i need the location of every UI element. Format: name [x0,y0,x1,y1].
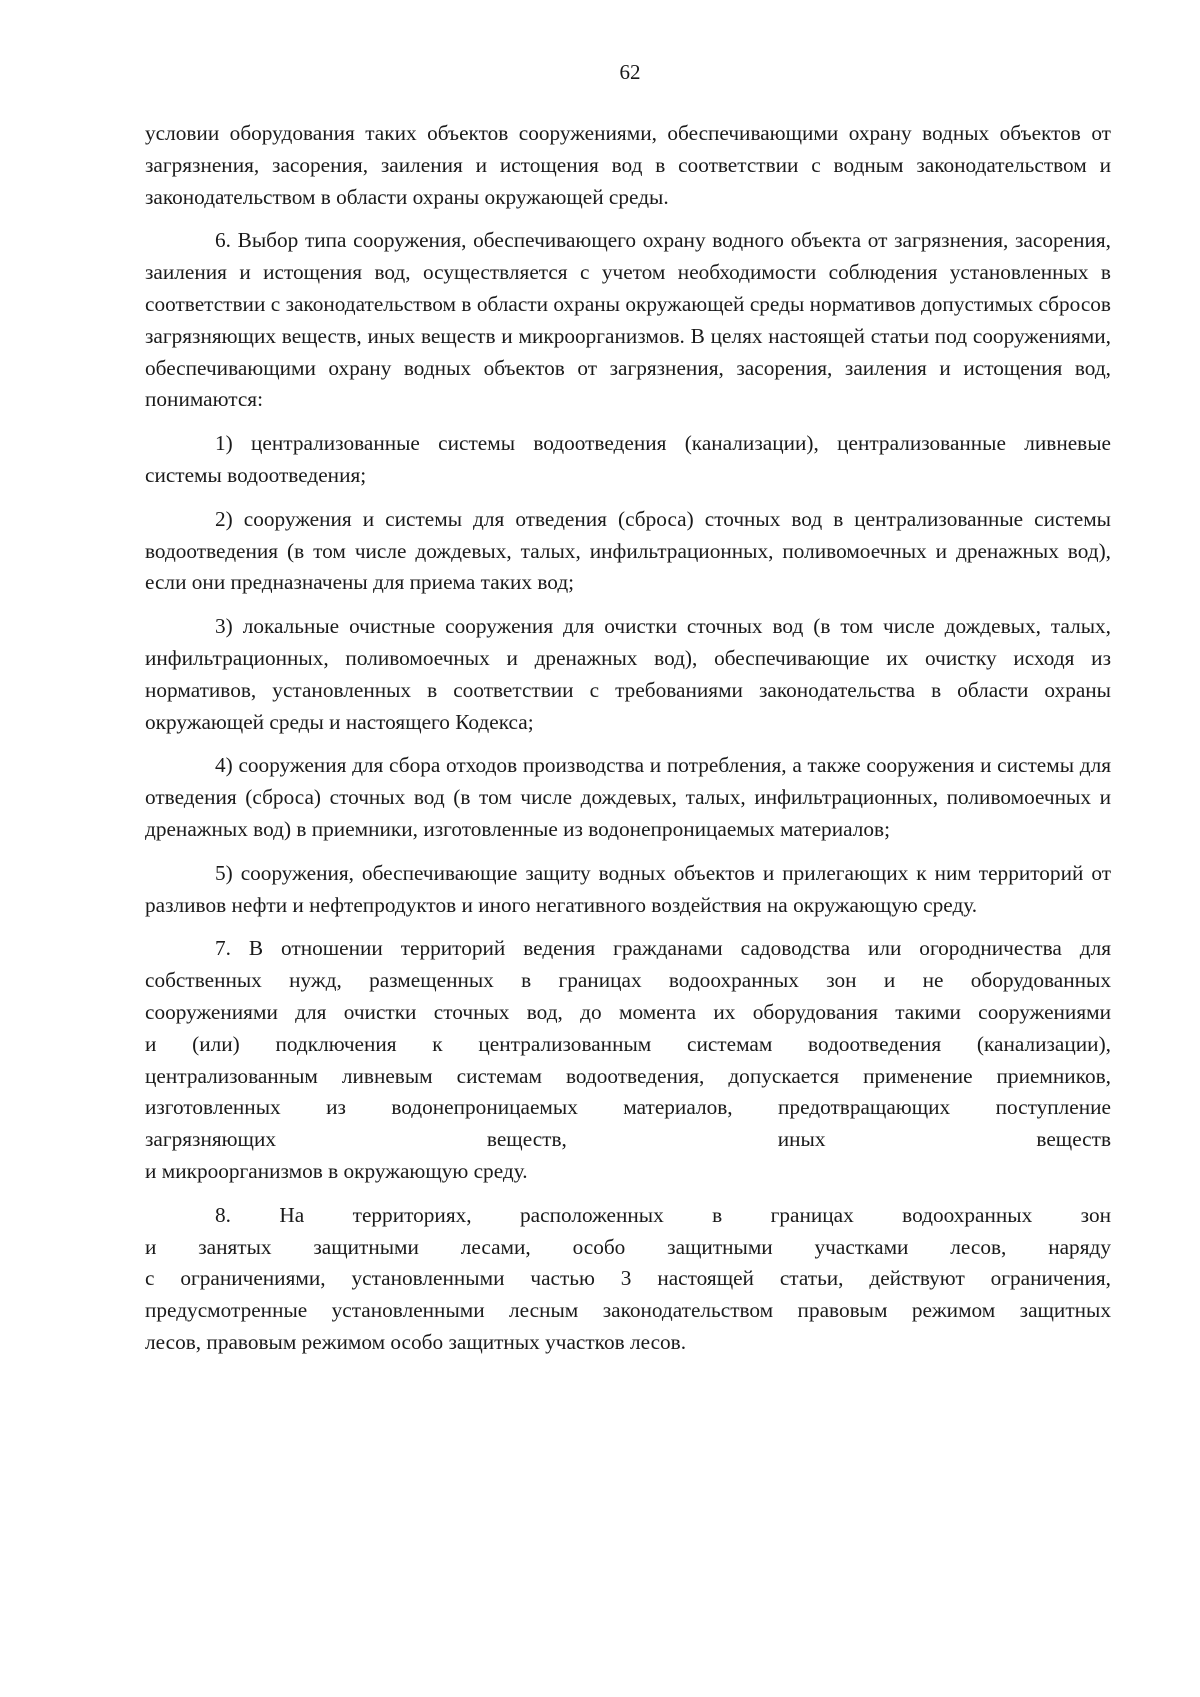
paragraph-8-line: с ограничениями, установленными частью 3 настоящей статьи, действуют ограничения, [145,1266,1111,1291]
document-body [145,118,1111,1371]
paragraph-8-line: лесов, правовым режимом особо защитных участков лесов. [145,1329,687,1354]
paragraph-7-line: и (или) подключения к централизованным системам водоотведения (канализации), [145,1031,1111,1056]
paragraph-7-line: 7. В отношении территорий ведения гражданами садоводства или огородничества для [215,936,1111,961]
paragraph-7-line: централизованным ливневым системам водоотведения, допускается применение приемников, [145,1063,1111,1088]
paragraph-8 [145,1200,1111,1359]
paragraph-6-item-4: 4) сооружения для сбора отходов производства и потребления, а также сооружения и системы для отведения (сброса) сточных вод (в том числе дождевых, талых, инфильтрационных, поливомоечных и дренажных вод) в приемники, изготовленные из водонепроницаемых материалов; [145,753,1111,841]
paragraph-7-line: загрязняющих веществ, иных веществ [145,1127,1111,1152]
paragraph-continuation: условии оборудования таких объектов сооружениями, обеспечивающими охрану водных объектов от загрязнения, засорения, заиления и истощения вод в соответствии с водным законодательством и законодательством в области охраны окружающей среды. [145,121,1111,209]
paragraph-7 [145,933,1111,1187]
paragraph-7-line: и микроорганизмов в окружающую среду. [145,1158,528,1183]
paragraph-6: 6. Выбор типа сооружения, обеспечивающего охрану водного объекта от загрязнения, засорения, заиления и истощения вод, осуществляется с учетом необходимости соблюдения установленных в соответствии с законодательством в области охраны окружающей среды нормативов допустимых сбросов загрязняющих веществ, иных веществ и микроорганизмов. В целях настоящей статьи под сооружениями, обеспечивающими охрану водных объектов от загрязнения, засорения, заиления и истощения вод, понимаются: [145,228,1111,412]
paragraph-7-line: собственных нужд, размещенных в границах водоохранных зон и не оборудованных [145,968,1111,993]
paragraph-8-line: предусмотренные установленными лесным законодательством правовым режимом защитных [145,1298,1111,1323]
paragraph-6-item-1: 1) централизованные системы водоотведения (канализации), централизованные ливневые системы водоотведения; [145,431,1111,487]
paragraph-8-line: и занятых защитными лесами, особо защитными участками лесов, наряду [145,1234,1111,1259]
paragraph-8-line: 8. На территориях, расположенных в границах водоохранных зон [215,1202,1111,1227]
paragraph-7-line: изготовленных из водонепроницаемых материалов, предотвращающих поступление [145,1095,1111,1120]
page-number: 62 [619,60,641,84]
paragraph-6-item-2: 2) сооружения и системы для отведения (сброса) сточных вод в централизованные системы водоотведения (в том числе дождевых, талых, инфильтрационных, поливомоечных и дренажных вод), если они предназначены для приема таких вод; [145,506,1111,595]
paragraph-6-item-3: 3) локальные очистные сооружения для очистки сточных вод (в том числе дождевых, талых, инфильтрационных, поливомоечных и дренажных вод), обеспечивающие их очистку исходя из нормативов, установленных в соответствии с требованиями законодательства в области охраны окружающей среды и настоящего Кодекса; [145,614,1111,734]
paragraph-6-item-5: 5) сооружения, обеспечивающие защиту водных объектов и прилегающих к ним территорий от разливов нефти и нефтепродуктов и иного негативного воздействия на окружающую среду. [145,860,1111,917]
paragraph-7-line: сооружениями для очистки сточных вод, до момента их оборудования такими сооружениями [145,999,1111,1024]
